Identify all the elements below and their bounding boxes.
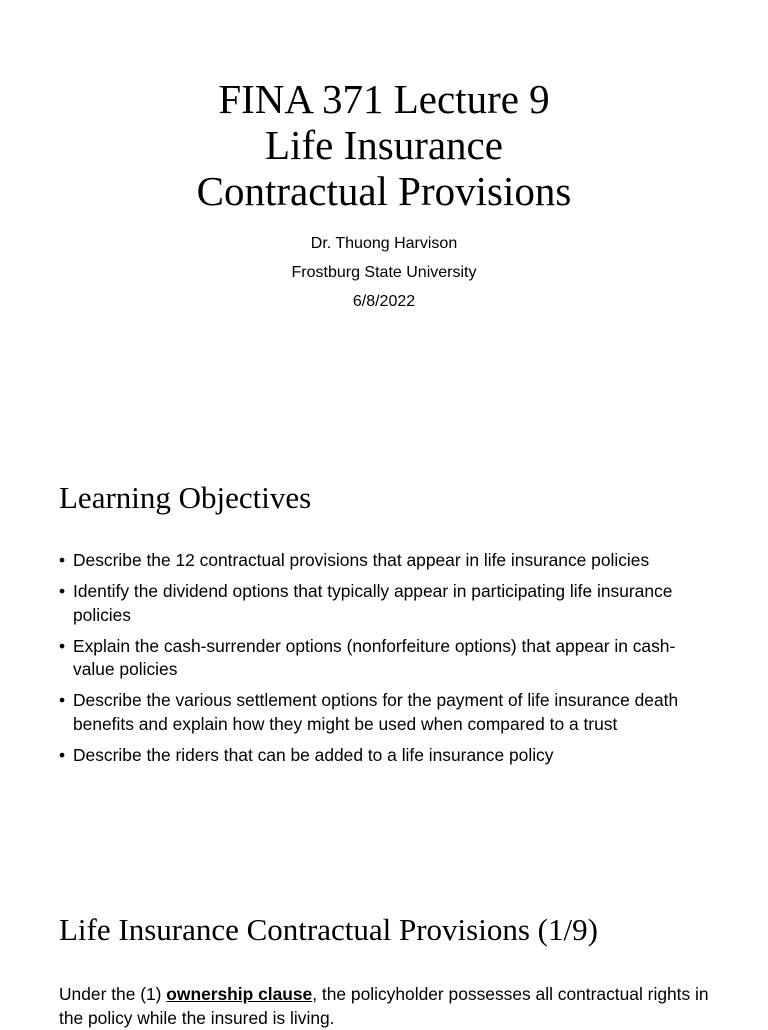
title-line: Contractual Provisions xyxy=(196,168,572,214)
bullet-icon: • xyxy=(59,690,66,710)
title-line: FINA 371 Lecture 9 xyxy=(218,76,550,122)
lecture-date: 6/8/2022 xyxy=(352,293,416,310)
list-item-text: Describe the riders that can be added to a life insurance policy xyxy=(73,744,554,765)
list-item xyxy=(59,744,709,768)
bullet-icon: • xyxy=(59,635,66,656)
objectives-list xyxy=(59,549,709,775)
paragraph-text-rest: , the policyholder possesses all contractual rights in the policy while the insured is living. xyxy=(59,984,709,1028)
title-line: Life Insurance xyxy=(265,122,503,168)
institution-name: Frostburg State University xyxy=(291,264,477,281)
key-term: ownership clause xyxy=(166,984,313,1004)
slide-heading: Learning Objectives xyxy=(59,480,312,515)
slide-title xyxy=(0,76,768,214)
title-slide xyxy=(0,0,768,432)
author-name: Dr. Thuong Harvison xyxy=(310,235,458,252)
list-item xyxy=(59,549,709,573)
list-item xyxy=(59,689,709,736)
bullet-icon: • xyxy=(59,550,66,570)
list-item-text: Explain the cash-surrender options (nonforfeiture options) that appear in cash-value policies xyxy=(73,635,676,679)
body-paragraph xyxy=(59,983,719,1030)
bullet-icon: • xyxy=(59,581,66,601)
list-item xyxy=(59,635,709,682)
provisions-slide xyxy=(0,864,768,1028)
bullet-icon: • xyxy=(59,744,66,765)
objectives-slide xyxy=(0,432,768,864)
list-item-text: Describe the 12 contractual provisions that appear in life insurance policies xyxy=(73,550,650,570)
slide-subtitle xyxy=(0,229,768,316)
slide-heading: Life Insurance Contractual Provisions (1/9) xyxy=(59,912,598,947)
list-item xyxy=(59,580,709,627)
paragraph-text-lead: Under the (1) xyxy=(59,984,167,1004)
list-item-text: Identify the dividend options that typically appear in participating life insurance policies xyxy=(73,581,673,625)
list-item-text: Describe the various settlement options for the payment of life insurance death benefits and explain how they might be used when compared to a trust xyxy=(73,690,679,734)
